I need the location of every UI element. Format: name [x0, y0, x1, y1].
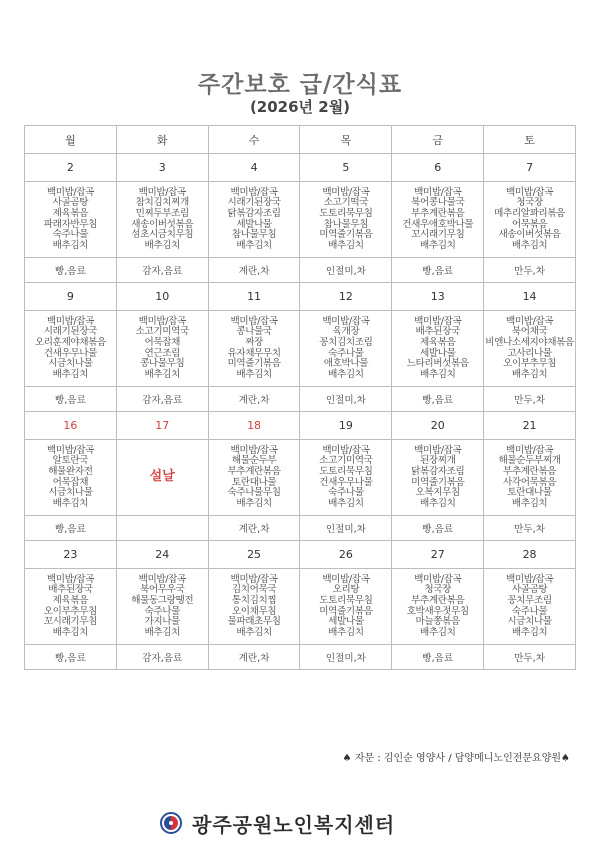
- date-cell: 18: [208, 412, 300, 440]
- meal-cell: [392, 569, 484, 645]
- meal-item: 부추계란볶음: [502, 465, 557, 477]
- date-row: [25, 412, 576, 440]
- meal-item: 소고기미역국: [319, 455, 373, 467]
- meal-item: 김치어묵국: [231, 584, 277, 596]
- meal-item: 배추김치: [144, 239, 180, 251]
- snack-row: [25, 645, 576, 670]
- meal-item: 백미밥/잡곡: [46, 315, 94, 327]
- date-cell: 28: [484, 541, 576, 569]
- date-cell: 16: [25, 412, 117, 440]
- snack-cell: 빵,음료: [25, 645, 117, 670]
- meal-cell: [25, 440, 117, 516]
- day-header-thu: 목: [300, 126, 392, 154]
- meal-item: 사골곰탕: [52, 197, 89, 209]
- meal-item: 배추김치: [144, 368, 180, 380]
- meal-item: 참치김치찌개: [135, 197, 189, 209]
- date-cell: 26: [300, 541, 392, 569]
- meal-item: 해물동그랑땡전: [131, 594, 194, 606]
- meal-item: 배추김치: [328, 239, 364, 251]
- snack-cell: 빵,음료: [392, 645, 484, 670]
- meal-item: 숙주나물: [328, 347, 364, 359]
- meal-item: 메추리알꽈리볶음: [494, 207, 566, 219]
- date-cell: 7: [484, 154, 576, 182]
- meal-item: 세발나물: [419, 347, 456, 359]
- meal-item: 숙주나물: [144, 605, 180, 617]
- meal-item: 미역줄기볶음: [227, 358, 281, 370]
- meal-cell: [300, 182, 392, 258]
- meal-item: 통치김치찜: [231, 594, 277, 606]
- meal-item: 배추김치: [511, 239, 548, 251]
- meal-item: 숙주나물: [328, 487, 364, 499]
- meal-cell: [300, 311, 392, 387]
- snack-cell: 인절미,차: [300, 387, 392, 412]
- meal-item: 배추김치: [328, 626, 364, 638]
- date-cell: 27: [392, 541, 484, 569]
- meal-item: 알토란국: [52, 455, 89, 467]
- meal-item: 백미밥/잡곡: [46, 444, 94, 456]
- meal-item: 백미밥/잡곡: [46, 573, 94, 585]
- meal-item: 사각어묵볶음: [502, 476, 557, 488]
- meal-cell: [116, 569, 208, 645]
- date-cell: 3: [116, 154, 208, 182]
- snack-cell: 만두,차: [484, 258, 576, 283]
- meal-item: 백미밥/잡곡: [505, 573, 554, 585]
- meal-row: [25, 440, 576, 516]
- meal-item: 배추김치: [419, 626, 456, 638]
- meal-item: 시래기된장국: [43, 326, 98, 338]
- meal-item: 시래기된장국: [227, 197, 281, 209]
- meal-item: 배추된장국: [48, 584, 93, 596]
- meal-item: 물파래초무침: [227, 616, 281, 628]
- snack-cell: 계란,차: [208, 516, 300, 541]
- snack-cell: 만두,차: [484, 387, 576, 412]
- meal-item: 꼬시래기무침: [411, 229, 465, 241]
- meal-item: 유자채무무치: [227, 347, 281, 359]
- date-cell: 13: [392, 283, 484, 311]
- meal-item: 배추김치: [328, 368, 364, 380]
- meal-item: 콩나물국: [236, 326, 272, 338]
- snack-cell: 만두,차: [484, 516, 576, 541]
- meal-item: 참나물무침: [231, 229, 277, 241]
- snack-cell: 계란,차: [208, 645, 300, 670]
- day-header-wed: 수: [208, 126, 300, 154]
- meal-item: 오이부추무침: [502, 358, 557, 370]
- date-cell: 17: [116, 412, 208, 440]
- meal-item: 배추김치: [511, 497, 548, 509]
- meal-item: 파래자반무침: [43, 218, 98, 230]
- meal-item: 배추김치: [144, 626, 180, 638]
- meal-cell: [300, 440, 392, 516]
- day-header-sat: 토: [484, 126, 576, 154]
- meal-item: 배추김치: [236, 239, 272, 251]
- date-row: [25, 283, 576, 311]
- meal-item: 소고기떡국: [323, 197, 369, 209]
- date-cell: 24: [116, 541, 208, 569]
- meal-item: 백미밥/잡곡: [414, 186, 462, 198]
- meal-item: 백미밥/잡곡: [230, 573, 278, 585]
- meal-item: 오복지무침: [415, 487, 460, 499]
- credit-org: 담양메니노인전문요양원: [454, 753, 562, 764]
- footer: [160, 808, 395, 838]
- meal-item: 제육볶음: [52, 207, 89, 219]
- meal-row: [25, 182, 576, 258]
- meal-item: 마늘쫑볶음: [415, 616, 460, 628]
- day-header-mon: 월: [25, 126, 117, 154]
- menu-table: [24, 125, 576, 670]
- meal-item: 제육볶음: [52, 594, 89, 606]
- meal-item: 건새우애호박나물: [402, 218, 474, 230]
- snack-cell: 감자,음료: [116, 387, 208, 412]
- meal-item: 호박새우젓무침: [406, 605, 469, 617]
- meal-item: 백미밥/잡곡: [138, 315, 186, 327]
- meal-item: 배추김치: [419, 497, 456, 509]
- meal-item: 백미밥/잡곡: [322, 573, 370, 585]
- meal-item: 백미밥/잡곡: [505, 186, 554, 198]
- meal-item: 소고기미역국: [135, 326, 189, 338]
- meal-item: 어묵잡채: [144, 336, 180, 348]
- snack-row: [25, 516, 576, 541]
- meal-item: 해물완자전: [48, 465, 93, 477]
- meal-item: 꼬시래기무침: [43, 616, 98, 628]
- meal-row: [25, 569, 576, 645]
- meal-item: 백미밥/잡곡: [230, 444, 278, 456]
- meal-item: 배추된장국: [415, 326, 460, 338]
- meal-item: 토란대나물: [507, 487, 552, 499]
- meal-item: 닭볶감자조림: [227, 207, 281, 219]
- meal-item: 닭볶감자조림: [411, 465, 465, 477]
- date-row: [25, 154, 576, 182]
- meal-item: 민찌두부조림: [135, 207, 189, 219]
- meal-cell: [484, 440, 576, 516]
- date-cell: 12: [300, 283, 392, 311]
- meal-cell: [484, 569, 576, 645]
- meal-item: 애호박나물: [323, 358, 369, 370]
- meal-item: 어묵볶음: [511, 218, 548, 230]
- meal-item: 오리훈제야채볶음: [34, 336, 106, 348]
- date-cell: 6: [392, 154, 484, 182]
- meal-item: 시금치나물: [507, 616, 552, 628]
- meal-item: 꽁치무조림: [507, 594, 552, 606]
- menu-body: [25, 154, 576, 670]
- meal-item: 배추김치: [328, 497, 364, 509]
- meal-item: 짜장: [245, 336, 263, 348]
- meal-cell: [208, 440, 300, 516]
- meal-cell: [300, 569, 392, 645]
- meal-item: 참나물무침: [323, 218, 369, 230]
- meal-item: 새송이버섯볶음: [498, 229, 561, 241]
- meal-item: 부추계란볶음: [411, 207, 465, 219]
- meal-item: 미역줄기볶음: [411, 476, 465, 488]
- meal-item: 미역줄기볶음: [319, 229, 373, 241]
- meal-item: 백미밥/잡곡: [46, 186, 94, 198]
- meal-cell: [25, 182, 117, 258]
- date-cell: 25: [208, 541, 300, 569]
- meal-item: 배추김치: [511, 368, 548, 380]
- meal-item: 백미밥/잡곡: [505, 444, 554, 456]
- credit-separator: /: [448, 753, 452, 764]
- meal-item: 북어콩나물국: [411, 197, 465, 209]
- date-cell: 21: [484, 412, 576, 440]
- meal-item: 고사리나물: [507, 347, 552, 359]
- meal-item: 배추김치: [236, 626, 272, 638]
- meal-item: 백미밥/잡곡: [414, 444, 462, 456]
- meal-item: 청국장: [516, 197, 543, 209]
- snack-cell: 빵,음료: [25, 387, 117, 412]
- day-header-tue: 화: [116, 126, 208, 154]
- meal-item: 부추계란볶음: [411, 594, 465, 606]
- meal-item: 백미밥/잡곡: [414, 315, 462, 327]
- meal-item: 배추김치: [52, 239, 89, 251]
- meal-item: 오이부추무침: [43, 605, 98, 617]
- date-cell: 10: [116, 283, 208, 311]
- snack-cell: 빵,음료: [25, 516, 117, 541]
- meal-item: 해물순두부찌개: [498, 455, 561, 467]
- meal-item: 새송이버섯볶음: [131, 218, 194, 230]
- snack-cell: 감자,음료: [116, 258, 208, 283]
- snack-cell: 만두,차: [484, 645, 576, 670]
- meal-item: 육개장: [332, 326, 360, 338]
- meal-item: 배추김치: [52, 497, 89, 509]
- meal-item: 도토리묵무침: [319, 594, 373, 606]
- meal-item: 콩나물무침: [140, 358, 185, 370]
- date-cell: 2: [25, 154, 117, 182]
- meal-item: 도토리묵무침: [319, 465, 373, 477]
- meal-item: 배추김치: [52, 368, 89, 380]
- meal-item: 도토리묵무침: [319, 207, 373, 219]
- meal-item: 제육볶음: [419, 336, 456, 348]
- meal-item: 숙주나물: [52, 229, 89, 241]
- snack-cell: 계란,차: [208, 258, 300, 283]
- meal-item: 연근조림: [144, 347, 180, 359]
- snack-cell: 빵,음료: [25, 258, 117, 283]
- snack-cell: 빵,음료: [392, 258, 484, 283]
- date-row: [25, 541, 576, 569]
- meal-item: 백미밥/잡곡: [230, 315, 278, 327]
- meal-item: 시금치나물: [48, 358, 93, 370]
- meal-item: 사골곰탕: [511, 584, 548, 596]
- spade-icon: ♠: [342, 753, 352, 764]
- date-cell: 5: [300, 154, 392, 182]
- snack-cell: 인절미,차: [300, 258, 392, 283]
- meal-item: 시금치나물: [48, 487, 93, 499]
- date-cell: 11: [208, 283, 300, 311]
- nutrition-credit: [343, 749, 570, 764]
- meal-item: 배추김치: [52, 626, 89, 638]
- meal-item: 느타리버섯볶음: [406, 358, 469, 370]
- snack-cell: 빵,음료: [392, 387, 484, 412]
- meal-item: 배추김치: [419, 239, 456, 251]
- taegeuk-logo-icon: [160, 812, 182, 834]
- meal-item: 백미밥/잡곡: [414, 573, 462, 585]
- meal-item: 백미밥/잡곡: [505, 315, 554, 327]
- meal-item: 백미밥/잡곡: [322, 444, 370, 456]
- meal-cell: [208, 182, 300, 258]
- snack-row: [25, 258, 576, 283]
- date-cell: 19: [300, 412, 392, 440]
- meal-item: 미역줄기볶음: [319, 605, 373, 617]
- center-name: 광주공원노인복지센터: [192, 812, 396, 837]
- snack-cell: 감자,음료: [116, 645, 208, 670]
- meal-item: 배추김치: [236, 368, 272, 380]
- holiday-label: 설날: [116, 440, 208, 516]
- snack-cell: 빵,음료: [392, 516, 484, 541]
- snack-cell: 인절미,차: [300, 516, 392, 541]
- meal-item: 백미밥/잡곡: [322, 315, 370, 327]
- meal-item: 비엔나소세지야채볶음: [485, 336, 574, 348]
- meal-item: 토란대나물: [231, 476, 277, 488]
- meal-cell: [392, 182, 484, 258]
- meal-item: 배추김치: [236, 497, 272, 509]
- meal-cell: [25, 311, 117, 387]
- meal-item: 세발나물: [236, 218, 272, 230]
- meal-item: 백미밥/잡곡: [322, 186, 370, 198]
- meal-item: 가지나물: [144, 616, 180, 628]
- meal-cell: [208, 311, 300, 387]
- snack-cell: 계란,차: [208, 387, 300, 412]
- meal-item: 건새우무나물: [43, 347, 98, 359]
- spade-icon: ♠: [561, 753, 570, 764]
- meal-item: 오리탕: [332, 584, 360, 596]
- meal-row: [25, 311, 576, 387]
- meal-item: 된장찌개: [419, 455, 456, 467]
- meal-item: 북어무우국: [140, 584, 185, 596]
- meal-item: 백미밥/잡곡: [230, 186, 278, 198]
- meal-item: 숙주나물: [511, 605, 548, 617]
- meal-item: 어묵잡채: [52, 476, 89, 488]
- day-header-row: [25, 126, 576, 154]
- meal-item: 청국장: [424, 584, 452, 596]
- meal-item: 배추김치: [511, 626, 548, 638]
- meal-item: 세발나물: [328, 616, 364, 628]
- meal-cell: [116, 311, 208, 387]
- page-title: 주간보호 급/간식표: [197, 72, 403, 98]
- meal-item: 백미밥/잡곡: [138, 573, 186, 585]
- meal-item: 숙주나물무침: [227, 487, 281, 499]
- meal-cell: [484, 311, 576, 387]
- snack-row: [25, 387, 576, 412]
- meal-item: 백미밥/잡곡: [138, 186, 186, 198]
- credit-advisor: 자문 : 김인순 영양사: [354, 753, 446, 764]
- meal-cell: [392, 440, 484, 516]
- meal-cell: [208, 569, 300, 645]
- meal-item: 건새우무나물: [319, 476, 373, 488]
- date-cell: 14: [484, 283, 576, 311]
- meal-item: 섬초시금치무침: [131, 229, 194, 241]
- meal-item: 북어채국: [511, 326, 548, 338]
- meal-item: 배추김치: [419, 368, 456, 380]
- meal-item: 해물순두부: [231, 455, 277, 467]
- page-subtitle: (2026년 2월): [249, 98, 351, 116]
- day-header-fri: 금: [392, 126, 484, 154]
- meal-item: 부추계란볶음: [227, 465, 281, 477]
- date-cell: 23: [25, 541, 117, 569]
- snack-cell: [116, 516, 208, 541]
- snack-cell: 인절미,차: [300, 645, 392, 670]
- meal-cell: [392, 311, 484, 387]
- meal-item: 오이채무침: [231, 605, 277, 617]
- meal-cell: [25, 569, 117, 645]
- meal-cell: [116, 182, 208, 258]
- meal-item: 꽁치김치조림: [319, 336, 373, 348]
- date-cell: 9: [25, 283, 117, 311]
- date-cell: 20: [392, 412, 484, 440]
- date-cell: 4: [208, 154, 300, 182]
- meal-cell: [484, 182, 576, 258]
